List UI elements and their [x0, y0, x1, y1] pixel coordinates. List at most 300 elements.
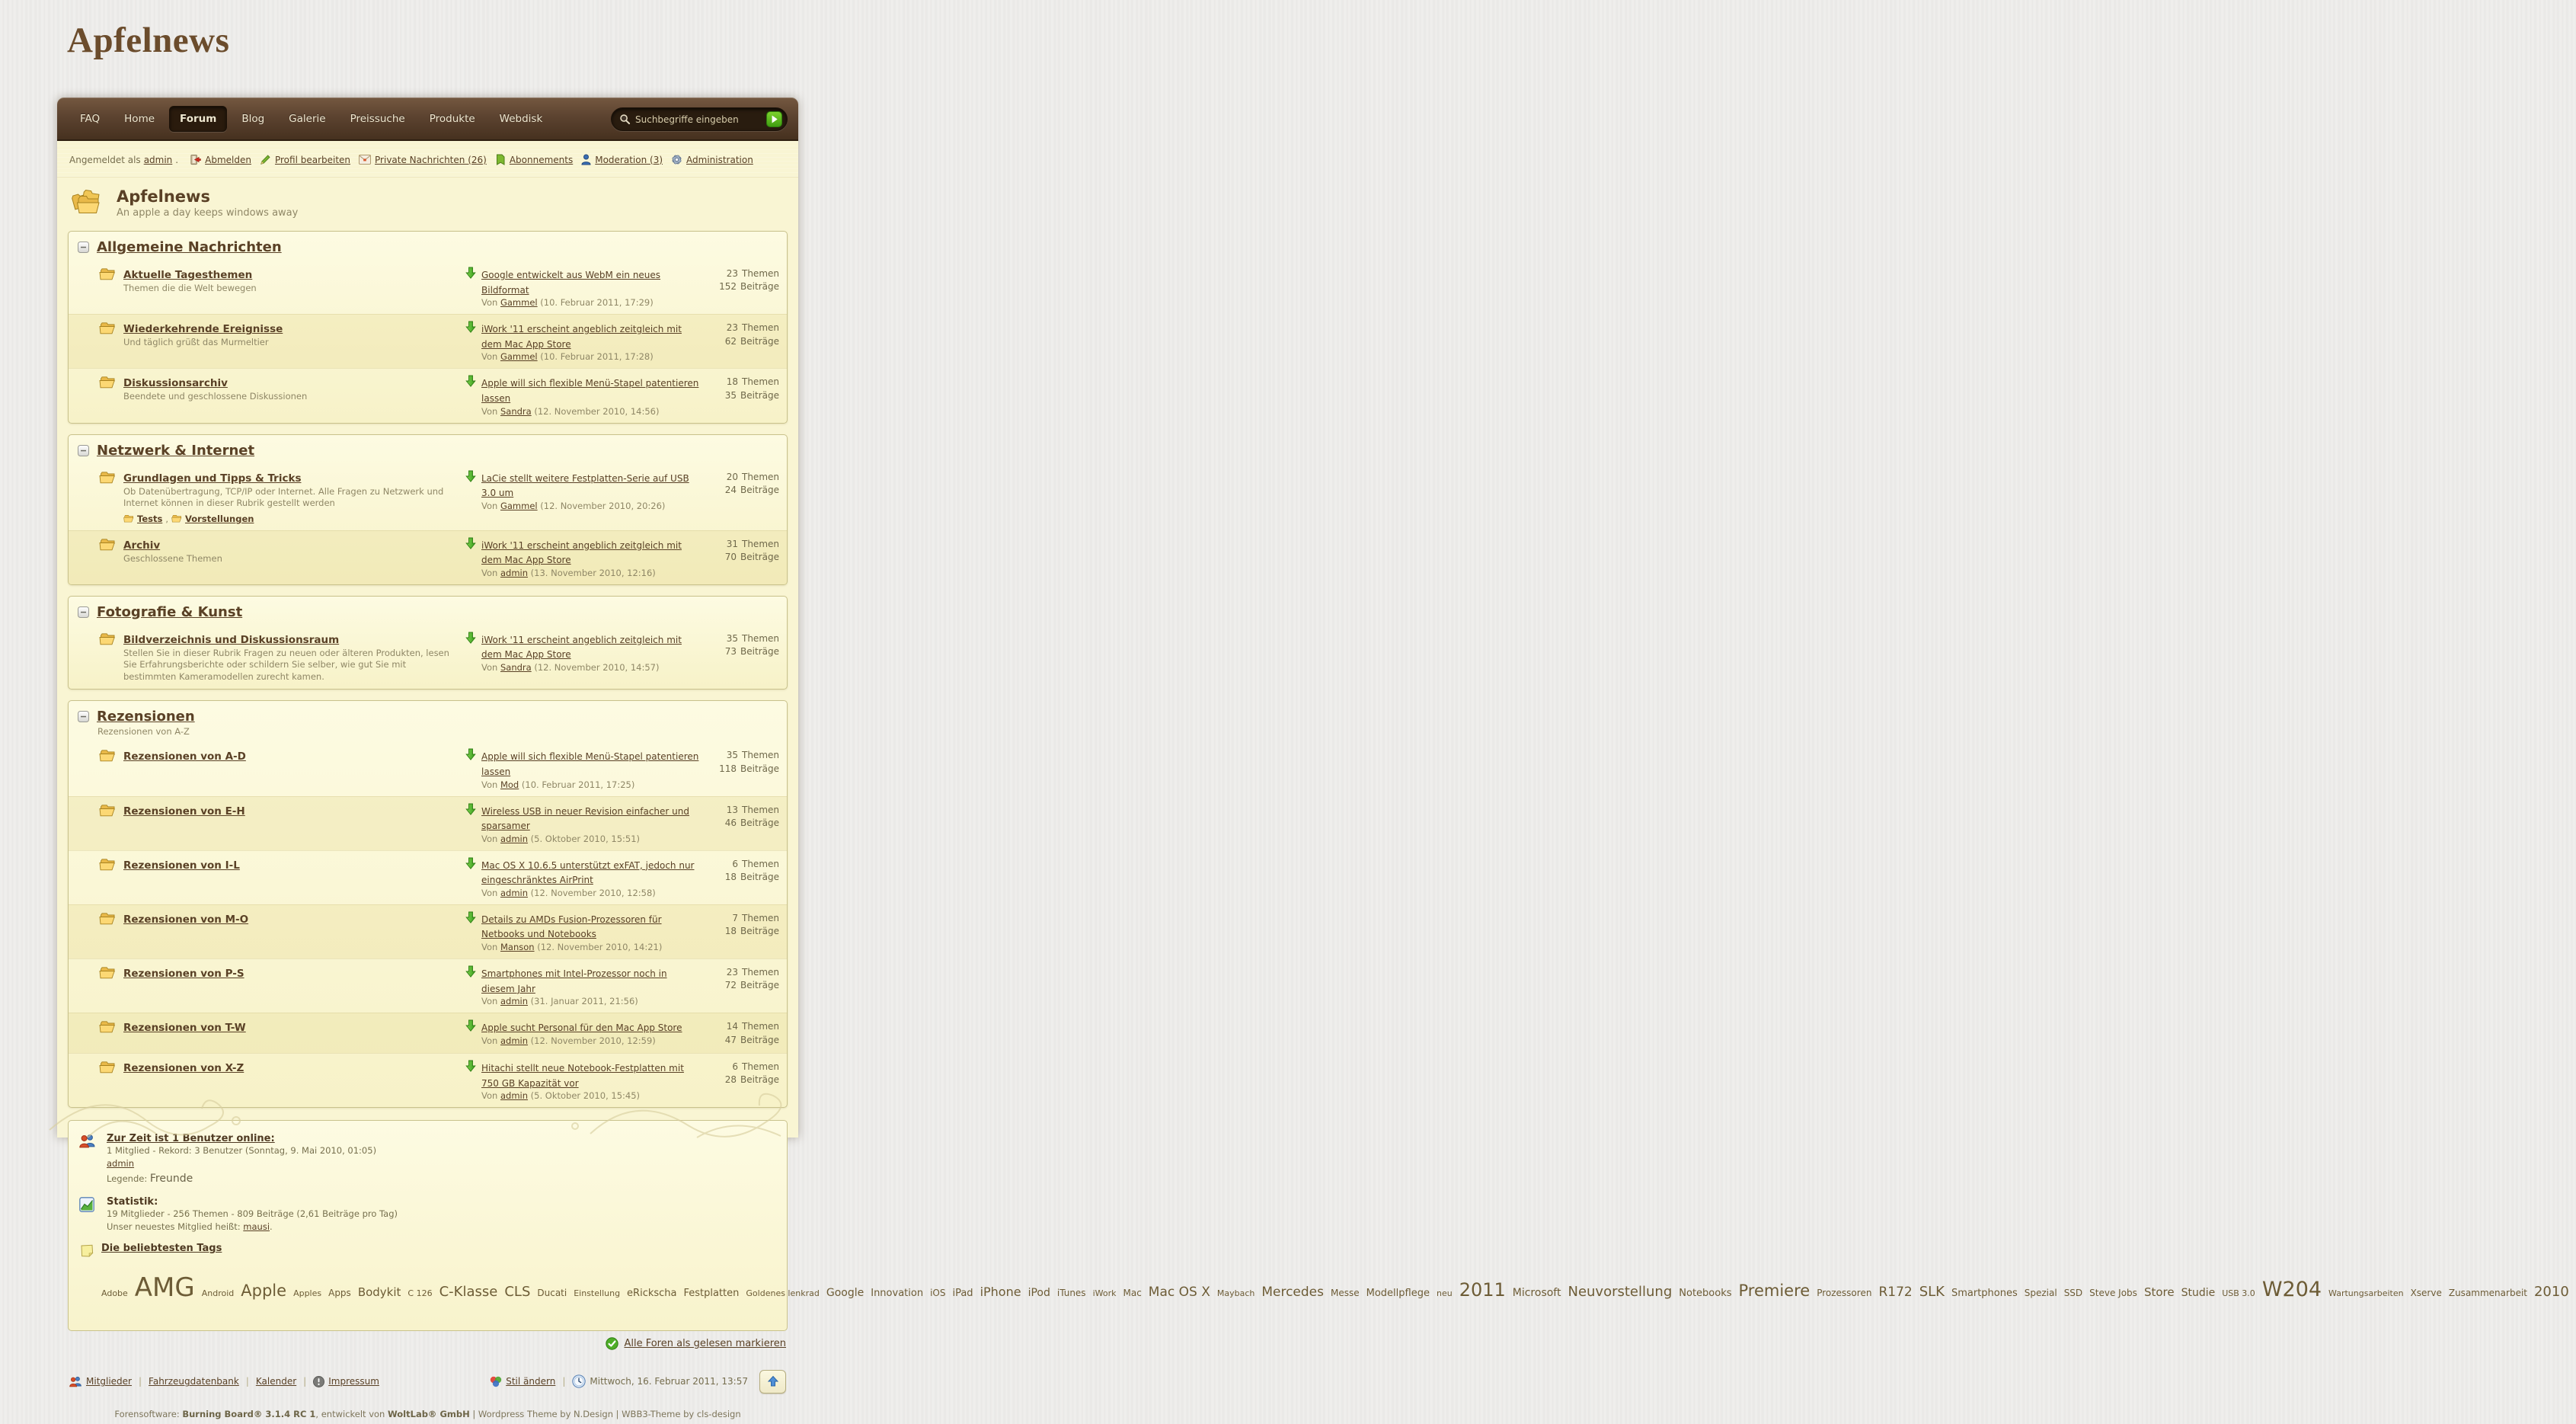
- last-post-author-link[interactable]: Sandra: [500, 661, 532, 673]
- last-post-author-link[interactable]: admin: [500, 996, 529, 1007]
- tag-link[interactable]: Festplatten: [683, 1288, 740, 1300]
- tag-link[interactable]: Mac: [1123, 1288, 1142, 1299]
- userbar-link-label[interactable]: Profil bearbeiten: [274, 154, 351, 165]
- last-post: [465, 632, 700, 673]
- legend-value: Freunde: [149, 1172, 193, 1185]
- tag-link[interactable]: Ducati: [537, 1288, 567, 1299]
- forum-counts: [700, 1019, 779, 1047]
- last-post-author-link[interactable]: admin: [500, 1090, 529, 1102]
- last-post: [465, 803, 700, 844]
- footer-link-mitglieder[interactable]: [69, 1376, 132, 1387]
- newest-member-prefix: Unser neuestes Mitglied heißt:: [107, 1221, 244, 1232]
- last-post-title-link[interactable]: LaCie stellt weitere Festplatten-Serie auf USB 3.0 um: [481, 472, 689, 499]
- newest-member-link[interactable]: mausi: [243, 1221, 270, 1232]
- collapse-icon[interactable]: [78, 242, 89, 253]
- footer-meta: Stil ändern | Mittwoch, 16. Februar 2011, 13:57: [490, 1370, 786, 1394]
- footer-link-impressum[interactable]: [313, 1376, 379, 1387]
- arrow-down-icon: [465, 537, 476, 549]
- forum-name-link[interactable]: Rezensionen von I-L: [123, 859, 240, 872]
- topic-count: 13 Themen: [726, 804, 779, 815]
- tag-link[interactable]: Mac OS X: [1148, 1285, 1210, 1301]
- last-post-author-link[interactable]: Mod: [500, 779, 519, 790]
- topic-count: 7 Themen: [732, 912, 779, 923]
- forum-row: [69, 904, 787, 958]
- last-post-title-link[interactable]: Google entwickelt aus WebM ein neues Bildformat: [481, 270, 661, 296]
- category-header: [69, 701, 787, 742]
- tag-cloud: [101, 1254, 2569, 1315]
- last-post-author-link[interactable]: Gammel: [500, 297, 538, 309]
- last-post-byline: Von admin (12. November 2010, 12:59): [481, 1035, 656, 1046]
- last-post-author-link[interactable]: admin: [500, 833, 529, 844]
- edit-profile-icon: [260, 154, 271, 165]
- last-post: [465, 1060, 700, 1101]
- last-post-title-link[interactable]: Apple sucht Personal für den Mac App Store: [481, 1022, 682, 1034]
- userbar-link-private-nachrichten-26-[interactable]: [359, 155, 487, 165]
- last-post: [465, 537, 700, 578]
- last-post-title-link[interactable]: iWork '11 erscheint angeblich zeitgleich mit dem Mac App Store: [481, 539, 682, 566]
- last-post-author-link[interactable]: Gammel: [500, 351, 538, 363]
- online-user-link[interactable]: admin: [107, 1158, 135, 1170]
- tag-link[interactable]: Mercedes: [1261, 1285, 1324, 1301]
- tag-link[interactable]: iOS: [930, 1288, 946, 1299]
- forum-name-link[interactable]: Bildverzeichnis und Diskussionsraum: [123, 633, 340, 646]
- folder-icon: [99, 805, 116, 820]
- post-count: 18 Beiträge: [724, 872, 779, 883]
- forum-name-link[interactable]: Rezensionen von T-W: [123, 1022, 246, 1035]
- footer-link-label[interactable]: Mitglieder: [86, 1376, 132, 1387]
- moderation-icon: [581, 154, 591, 165]
- userbar-link-label[interactable]: Abmelden: [205, 154, 251, 165]
- nav-item-galerie[interactable]: Galerie: [289, 112, 326, 125]
- post-count: 28 Beiträge: [724, 1074, 779, 1086]
- forum-counts: [700, 537, 779, 565]
- forum-counts: [700, 911, 779, 939]
- subforum-list: Tests , Vorstellungen: [123, 514, 456, 524]
- online-detail: 1 Mitglied - Rekord: 3 Benutzer (Sonntag, 9. Mai 2010, 01:05): [107, 1145, 377, 1157]
- post-count: 72 Beiträge: [724, 980, 779, 991]
- tags-section: [78, 1238, 2569, 1320]
- forum-counts: [700, 857, 779, 885]
- last-post-title-link[interactable]: Apple will sich flexible Menü-Stapel patentieren lassen: [481, 378, 699, 404]
- tag-link[interactable]: eRickscha: [627, 1288, 677, 1300]
- folder-small-icon: [171, 514, 182, 523]
- folder-icon: [99, 323, 116, 338]
- tag-link[interactable]: 2010: [2533, 1284, 2569, 1301]
- search-icon: [619, 114, 631, 125]
- subforum-link[interactable]: Tests: [137, 513, 163, 524]
- forum-name-link[interactable]: Rezensionen von M-O: [123, 913, 249, 926]
- forum-counts: [700, 267, 779, 294]
- change-style-icon: [490, 1376, 502, 1387]
- tag-link[interactable]: W204: [2261, 1278, 2322, 1302]
- tag-link[interactable]: Prozessoren: [1817, 1288, 1872, 1299]
- scroll-to-top-button[interactable]: [759, 1370, 786, 1394]
- last-post-byline: Von admin (5. Oktober 2010, 15:45): [481, 1090, 641, 1102]
- topic-count: 14 Themen: [726, 1021, 779, 1032]
- tag-link[interactable]: C 126: [407, 1288, 433, 1299]
- tag-link[interactable]: SSD: [2063, 1288, 2083, 1299]
- forum-counts: [700, 632, 779, 659]
- userbar-links: [181, 154, 753, 165]
- last-post-title-link[interactable]: Hitachi stellt neue Notebook-Festplatten mit 750 GB Kapazität vor: [481, 1063, 684, 1089]
- post-count: 24 Beiträge: [724, 484, 779, 495]
- last-post: [465, 470, 700, 511]
- tag-link[interactable]: Studie: [2181, 1287, 2216, 1300]
- category-list: [57, 231, 798, 1108]
- tag-link[interactable]: Neuvorstellung: [1568, 1284, 1673, 1301]
- footer-links: Mitglieder | Fahrzeugdatenbank | Kalender | Impressum: [69, 1376, 379, 1387]
- post-count: 152 Beiträge: [719, 281, 779, 293]
- forum-description: Ob Datenübertragung, TCP/IP oder Internet. Alle Fragen zu Netzwerk und Internet können in dieser Rubrik gestellt werden: [123, 485, 444, 509]
- administration-icon: [671, 154, 682, 165]
- nav-item-produkte[interactable]: Produkte: [429, 112, 475, 125]
- current-datetime: Mittwoch, 16. Februar 2011, 13:57: [590, 1376, 748, 1387]
- subscriptions-icon: [495, 154, 506, 165]
- userbar-link-abonnements[interactable]: [495, 154, 573, 165]
- tag-link[interactable]: Apps: [328, 1288, 351, 1299]
- tag-link[interactable]: Einstellung: [574, 1288, 621, 1299]
- members-icon: [69, 1376, 82, 1387]
- tag-link[interactable]: Microsoft: [1512, 1287, 1561, 1300]
- tag-link[interactable]: Wartungsarbeiten: [2328, 1288, 2404, 1299]
- main-wrapper: [57, 98, 2569, 1419]
- forum-name-link[interactable]: Archiv: [123, 539, 161, 552]
- folder-icon: [99, 859, 116, 874]
- last-post-byline: Von admin (31. Januar 2011, 21:56): [481, 996, 638, 1007]
- current-user-link[interactable]: admin: [143, 154, 173, 165]
- user-bar: [57, 141, 798, 178]
- forum-name-link[interactable]: Aktuelle Tagesthemen: [123, 269, 253, 281]
- nav-item-blog[interactable]: Blog: [241, 112, 265, 125]
- tag-link[interactable]: neu: [1436, 1288, 1453, 1299]
- last-post-title-link[interactable]: Smartphones mit Intel-Prozessor noch in diesem Jahr: [481, 968, 667, 994]
- board-title: Apfelnews: [117, 187, 210, 206]
- topic-count: 35 Themen: [726, 632, 779, 644]
- topic-count: 20 Themen: [726, 471, 779, 482]
- userbar-link-label[interactable]: Abonnements: [509, 154, 574, 165]
- post-count: 47 Beiträge: [724, 1034, 779, 1045]
- last-post-byline: Von Gammel (12. November 2010, 20:26): [481, 500, 666, 511]
- arrow-down-icon: [465, 632, 476, 644]
- nav-item-preissuche[interactable]: Preissuche: [350, 112, 405, 125]
- stats-title: Statistik:: [107, 1195, 158, 1208]
- last-post-author-link[interactable]: admin: [500, 1035, 529, 1046]
- footer-link-kalender[interactable]: [256, 1376, 296, 1387]
- arrow-down-icon: [465, 267, 476, 279]
- category-title-link[interactable]: Fotografie & Kunst: [97, 603, 243, 620]
- post-count: 35 Beiträge: [724, 389, 779, 401]
- tag-link[interactable]: Steve Jobs: [2089, 1288, 2137, 1299]
- userbar-link-administration[interactable]: [671, 154, 753, 165]
- clock-icon: [572, 1374, 586, 1388]
- category-title-link[interactable]: Allgemeine Nachrichten: [97, 239, 282, 255]
- tag-link[interactable]: iPad: [952, 1288, 973, 1300]
- last-post-title-link[interactable]: iWork '11 erscheint angeblich zeitgleich mit dem Mac App Store: [481, 324, 682, 350]
- last-post-title-link[interactable]: iWork '11 erscheint angeblich zeitgleich mit dem Mac App Store: [481, 634, 682, 661]
- logged-in-suffix: .: [175, 154, 179, 165]
- board-header: [57, 178, 798, 226]
- forum-row: [69, 742, 787, 795]
- last-post-byline: Von Mod (10. Februar 2011, 17:25): [481, 779, 635, 790]
- nav-item-forum[interactable]: Forum: [169, 106, 227, 132]
- forum-counts: [700, 748, 779, 776]
- footer-link-fahrzeugdatenbank[interactable]: [149, 1376, 239, 1387]
- forum-counts: [700, 470, 779, 498]
- collapse-icon[interactable]: [78, 711, 89, 722]
- folder-icon: [99, 1062, 116, 1077]
- category-description: Rezensionen von A-Z: [97, 726, 190, 738]
- tag-link[interactable]: Apple: [241, 1282, 287, 1301]
- tag-link[interactable]: Premiere: [1738, 1282, 1811, 1301]
- last-post-title-link[interactable]: Mac OS X 10.6.5 unterstützt exFAT, jedoch nur eingeschränktes AirPrint: [481, 859, 695, 886]
- tag-link[interactable]: Modellpflege: [1366, 1288, 1430, 1300]
- last-post-byline: Von Gammel (10. Februar 2011, 17:29): [481, 297, 654, 309]
- tag-link[interactable]: R172: [1878, 1285, 1913, 1301]
- tag-link[interactable]: AMG: [134, 1272, 195, 1304]
- collapse-icon[interactable]: [78, 606, 89, 618]
- footer-bar: [57, 1353, 798, 1398]
- arrow-down-icon: [465, 857, 476, 869]
- post-count: 70 Beiträge: [724, 551, 779, 562]
- nav-item-webdisk[interactable]: Webdisk: [499, 112, 543, 125]
- last-post-title-link[interactable]: Wireless USB in neuer Revision einfacher und sparsamer: [481, 805, 689, 832]
- last-post-byline: Von admin (5. Oktober 2010, 15:51): [481, 833, 641, 844]
- forum-description: Beendete und geschlossene Diskussionen: [123, 391, 308, 402]
- impressum-icon: [313, 1376, 324, 1387]
- userbar-link-label[interactable]: Private Nachrichten (26): [375, 154, 487, 165]
- category-box: [68, 434, 788, 585]
- folder-icon: [99, 1022, 116, 1036]
- userbar-link-moderation-3-[interactable]: [581, 154, 663, 165]
- topic-count: 23 Themen: [726, 268, 779, 279]
- folder-icon: [99, 472, 116, 487]
- change-style-link[interactable]: Stil ändern: [506, 1376, 556, 1387]
- post-count: 62 Beiträge: [724, 335, 779, 347]
- folder-stack-icon: [69, 187, 106, 219]
- folder-icon: [99, 968, 116, 982]
- last-post-author-link[interactable]: Manson: [500, 942, 535, 953]
- category-header: [69, 435, 787, 464]
- topic-count: 6 Themen: [732, 858, 779, 869]
- folder-icon: [99, 914, 116, 928]
- legend-label: Legende:: [107, 1173, 148, 1184]
- last-post-title-link[interactable]: Details zu AMDs Fusion-Prozessoren für Netbooks und Notebooks: [481, 914, 662, 940]
- tag-link[interactable]: Store: [2143, 1285, 2175, 1300]
- forum-counts: [700, 321, 779, 348]
- logged-in-prefix: Angemeldet als: [69, 154, 141, 165]
- forum-counts: [700, 1060, 779, 1087]
- userbar-link-label[interactable]: Moderation (3): [595, 154, 663, 165]
- folder-icon: [99, 539, 116, 554]
- arrow-down-icon: [465, 470, 476, 482]
- tag-link[interactable]: Maybach: [1216, 1288, 1255, 1299]
- forum-counts: [700, 803, 779, 830]
- tag-link[interactable]: Google: [826, 1287, 865, 1300]
- last-post: [465, 857, 700, 898]
- tag-link[interactable]: iPhone: [980, 1285, 1021, 1300]
- post-count: 73 Beiträge: [724, 646, 779, 658]
- arrow-down-icon: [465, 965, 476, 978]
- forum-row: [69, 796, 787, 850]
- subforum-link[interactable]: Vorstellungen: [184, 513, 254, 524]
- topic-count: 31 Themen: [726, 538, 779, 549]
- last-post-byline: Von Manson (12. November 2010, 14:21): [481, 942, 663, 953]
- private-messages-icon: [359, 155, 371, 165]
- category-header: [69, 597, 787, 626]
- userbar-link-label[interactable]: Administration: [686, 154, 753, 165]
- board-subtitle: An apple a day keeps windows away: [117, 206, 299, 219]
- board-info-box: [68, 1120, 2569, 1331]
- last-post-title-link[interactable]: Apple will sich flexible Menü-Stapel patentieren lassen: [481, 751, 699, 777]
- forum-row: [69, 1053, 787, 1107]
- tag-link[interactable]: Goldenes lenkrad: [746, 1288, 820, 1299]
- forum-name-link[interactable]: Grundlagen und Tipps & Tricks: [123, 472, 302, 485]
- tag-link[interactable]: C-Klasse: [439, 1284, 498, 1301]
- forum-name-link[interactable]: Rezensionen von E-H: [123, 805, 245, 818]
- search-input[interactable]: [635, 114, 762, 125]
- topic-count: 35 Themen: [726, 750, 779, 761]
- last-post: [465, 321, 700, 362]
- forum-row: [69, 314, 787, 368]
- forum-description: Geschlossene Themen: [123, 552, 222, 564]
- newest-member-suffix: .: [270, 1221, 273, 1232]
- tags-title[interactable]: Die beliebtesten Tags: [101, 1243, 222, 1255]
- last-post: [465, 1019, 700, 1046]
- last-post-byline: Von Gammel (10. Februar 2011, 17:28): [481, 351, 654, 363]
- tag-link[interactable]: Zusammenarbeit: [2448, 1288, 2527, 1299]
- nav-item-faq[interactable]: FAQ: [80, 112, 101, 125]
- category-title-link[interactable]: Rezensionen: [97, 709, 195, 725]
- last-post: [465, 267, 700, 308]
- forum-name-link[interactable]: Rezensionen von X-Z: [123, 1062, 244, 1075]
- forum-name-link[interactable]: Rezensionen von A-D: [123, 750, 246, 763]
- tag-link[interactable]: SLK: [1919, 1284, 1945, 1301]
- topic-count: 23 Themen: [726, 967, 779, 978]
- topic-count: 18 Themen: [726, 376, 779, 388]
- last-post: [465, 748, 700, 789]
- last-post: [465, 965, 700, 1006]
- main-nav: [57, 98, 798, 141]
- copyright-line: Forensoftware: Burning Board® 3.1.4 RC 1, entwickelt von WoltLab® GmbH | Wordpress Theme by N.Design | WBB3-Theme by cls-design: [114, 1408, 741, 1419]
- forum-counts: [700, 965, 779, 993]
- tag-link[interactable]: Messe: [1331, 1288, 1360, 1299]
- footer-link-label[interactable]: Kalender: [255, 1376, 297, 1387]
- tag-link[interactable]: Bodykit: [357, 1285, 401, 1300]
- users-online-icon: [79, 1133, 100, 1187]
- tag-link[interactable]: Smartphones: [1951, 1288, 2018, 1300]
- tag-link[interactable]: USB 3.0: [2222, 1288, 2255, 1299]
- forum-row: [69, 958, 787, 1013]
- last-post: [465, 911, 700, 952]
- nav-item-home[interactable]: Home: [124, 112, 155, 125]
- topic-count: 6 Themen: [732, 1061, 779, 1073]
- last-post-author-link[interactable]: Gammel: [500, 500, 538, 511]
- check-icon: [606, 1337, 618, 1350]
- category-header: [69, 232, 787, 261]
- folder-icon: [99, 377, 116, 392]
- search-submit-button[interactable]: [766, 111, 782, 127]
- online-title[interactable]: Zur Zeit ist 1 Benutzer online:: [107, 1133, 275, 1145]
- tag-link[interactable]: Innovation: [871, 1288, 924, 1300]
- arrow-down-icon: [465, 911, 476, 923]
- stats-line: 19 Mitglieder - 256 Themen - 809 Beiträge (2,61 Beiträge pro Tag): [107, 1208, 398, 1219]
- tag-link[interactable]: Notebooks: [1679, 1288, 1732, 1300]
- forum-row: [69, 368, 787, 422]
- footer-link-label[interactable]: Impressum: [328, 1376, 379, 1387]
- forum-row: [69, 626, 787, 690]
- forum-row: [69, 850, 787, 904]
- last-post-author-link[interactable]: admin: [500, 887, 529, 898]
- arrow-down-icon: [465, 1060, 476, 1072]
- arrow-down-icon: [465, 1019, 476, 1032]
- forum-description: Und täglich grüßt das Murmeltier: [123, 337, 269, 348]
- logout-icon: [190, 154, 201, 165]
- stats-section: [78, 1192, 778, 1239]
- online-section: [78, 1128, 778, 1192]
- forum-name-link[interactable]: Diskussionsarchiv: [123, 377, 228, 390]
- last-post: [465, 375, 700, 416]
- category-box: [68, 231, 788, 424]
- site-logo: Apfelnews: [67, 21, 230, 60]
- arrow-down-icon: [465, 321, 476, 333]
- arrow-down-icon: [465, 803, 476, 815]
- forum-name-link[interactable]: Rezensionen von P-S: [123, 968, 244, 981]
- search-box: [611, 107, 788, 131]
- tag-link[interactable]: Spezial: [2024, 1288, 2057, 1299]
- arrow-down-icon: [465, 748, 476, 760]
- folder-small-icon: [123, 514, 134, 523]
- tag-link[interactable]: iPod: [1028, 1287, 1050, 1300]
- tag-link[interactable]: Android: [201, 1288, 235, 1299]
- post-count: 46 Beiträge: [724, 817, 779, 828]
- folder-icon: [99, 750, 116, 765]
- userbar-link-abmelden[interactable]: [190, 154, 251, 165]
- folder-icon: [99, 269, 116, 283]
- tag-link[interactable]: 2011: [1459, 1279, 1506, 1301]
- tag-link[interactable]: iWork: [1092, 1288, 1117, 1299]
- nav-list: [68, 106, 555, 132]
- forum-counts: [700, 375, 779, 402]
- arrow-down-icon: [465, 375, 476, 387]
- forum-description: Themen die die Welt bewegen: [123, 283, 257, 293]
- statistics-icon: [79, 1196, 100, 1234]
- last-post-author-link[interactable]: Sandra: [500, 405, 532, 417]
- post-count: 118 Beiträge: [719, 763, 779, 774]
- tag-link[interactable]: Adobe: [101, 1288, 128, 1299]
- last-post-byline: Von admin (12. November 2010, 12:58): [481, 887, 656, 898]
- tag-link[interactable]: CLS: [504, 1284, 531, 1301]
- forum-name-link[interactable]: Wiederkehrende Ereignisse: [123, 323, 283, 336]
- userbar-link-profil-bearbeiten[interactable]: [260, 154, 350, 165]
- category-box: [68, 596, 788, 690]
- mark-all-read-link[interactable]: Alle Foren als gelesen markieren: [624, 1337, 786, 1349]
- tag-link[interactable]: Xserve: [2410, 1288, 2442, 1299]
- tag-link[interactable]: Apples: [293, 1288, 322, 1299]
- footer-link-label[interactable]: Fahrzeugdatenbank: [149, 1376, 239, 1387]
- last-post-byline: Von admin (13. November 2010, 12:16): [481, 567, 656, 578]
- forum-row: [69, 464, 787, 530]
- last-post-author-link[interactable]: admin: [500, 567, 529, 578]
- topic-count: 23 Themen: [726, 322, 779, 334]
- last-post-byline: Von Sandra (12. November 2010, 14:56): [481, 405, 660, 417]
- collapse-icon[interactable]: [78, 445, 89, 456]
- note-icon: [79, 1243, 94, 1315]
- tag-link[interactable]: iTunes: [1056, 1288, 1086, 1299]
- folder-icon: [99, 634, 116, 648]
- forum-description: Stellen Sie in dieser Rubrik Fragen zu neuen oder älteren Produkten, lesen Sie Erfahrungsberichte oder schildern Sie selber, wie gut Sie mit bestimmten Kameramodellen zurecht kamen.: [123, 647, 449, 682]
- post-count: 18 Beiträge: [724, 926, 779, 937]
- category-title-link[interactable]: Netzwerk & Internet: [97, 442, 255, 459]
